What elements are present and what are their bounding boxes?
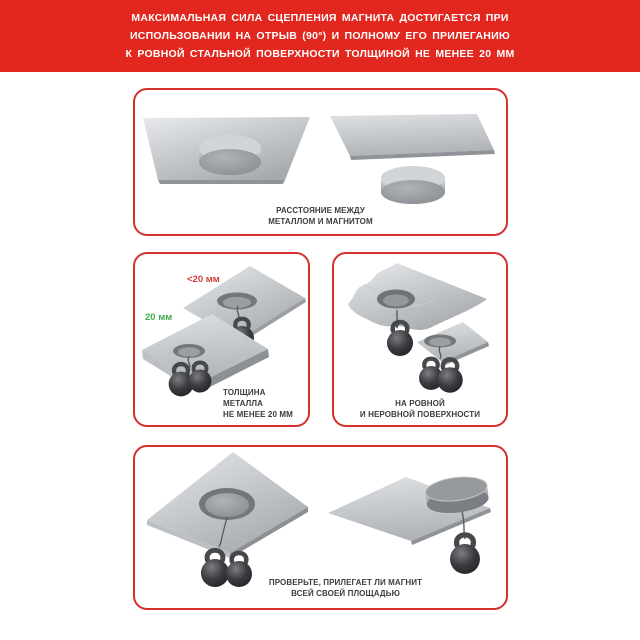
panel-full-contact bbox=[133, 445, 508, 610]
panel-magnet-distance bbox=[133, 88, 508, 236]
header-line: К РОВНОЙ СТАЛЬНОЙ ПОВЕРХНОСТИ ТОЛЩИНОЙ НЕ МЕНЕЕ 20 ММ bbox=[125, 48, 515, 60]
caption-line: МЕТАЛЛА bbox=[223, 399, 263, 408]
caption-line: ВСЕЙ СВОЕЙ ПЛОЩАДЬЮ bbox=[291, 588, 400, 598]
edge-overhang-one-kettlebell-figure bbox=[328, 474, 491, 574]
header-line: МАКСИМАЛЬНАЯ СИЛА СЦЕПЛЕНИЯ МАГНИТА ДОСТИГАЕТСЯ ПРИ bbox=[131, 12, 509, 24]
caption-line: МЕТАЛЛОМ И МАГНИТОМ bbox=[268, 216, 373, 226]
thick-metal-label: 20 мм bbox=[145, 312, 173, 323]
panel-surface-type bbox=[332, 252, 508, 427]
distance-caption bbox=[135, 206, 506, 227]
thin-metal-label: <20 мм bbox=[187, 274, 220, 285]
caption-line: И НЕРОВНОЙ ПОВЕРХНОСТИ bbox=[359, 409, 481, 419]
magnet-attached-figure bbox=[143, 117, 310, 184]
contact-caption bbox=[185, 578, 506, 599]
thickness-caption bbox=[223, 387, 293, 420]
caption-line: ТОЛЩИНА bbox=[223, 388, 266, 397]
caption-line: РАССТОЯНИЕ МЕЖДУ bbox=[276, 206, 365, 215]
header-banner bbox=[0, 0, 640, 72]
panel-metal-thickness bbox=[133, 252, 310, 427]
flat-surface-two-kettlebells-figure bbox=[417, 322, 489, 393]
header-line: ИСПОЛЬЗОВАНИИ НА ОТРЫВ (90°) И ПОЛНОМУ ЕГО ПРИЛЕГАНИЮ bbox=[130, 30, 510, 42]
caption-line: НЕ МЕНЕЕ 20 ММ bbox=[223, 410, 293, 419]
caption-line: НА РОВНОЙ bbox=[395, 399, 445, 408]
magnet-with-gap-figure bbox=[330, 114, 495, 204]
surface-caption bbox=[334, 399, 506, 420]
full-contact-two-kettlebells-figure bbox=[147, 452, 308, 587]
caption-line: ПРОВЕРЬТЕ, ПРИЛЕГАЕТ ЛИ МАГНИТ bbox=[268, 578, 423, 587]
